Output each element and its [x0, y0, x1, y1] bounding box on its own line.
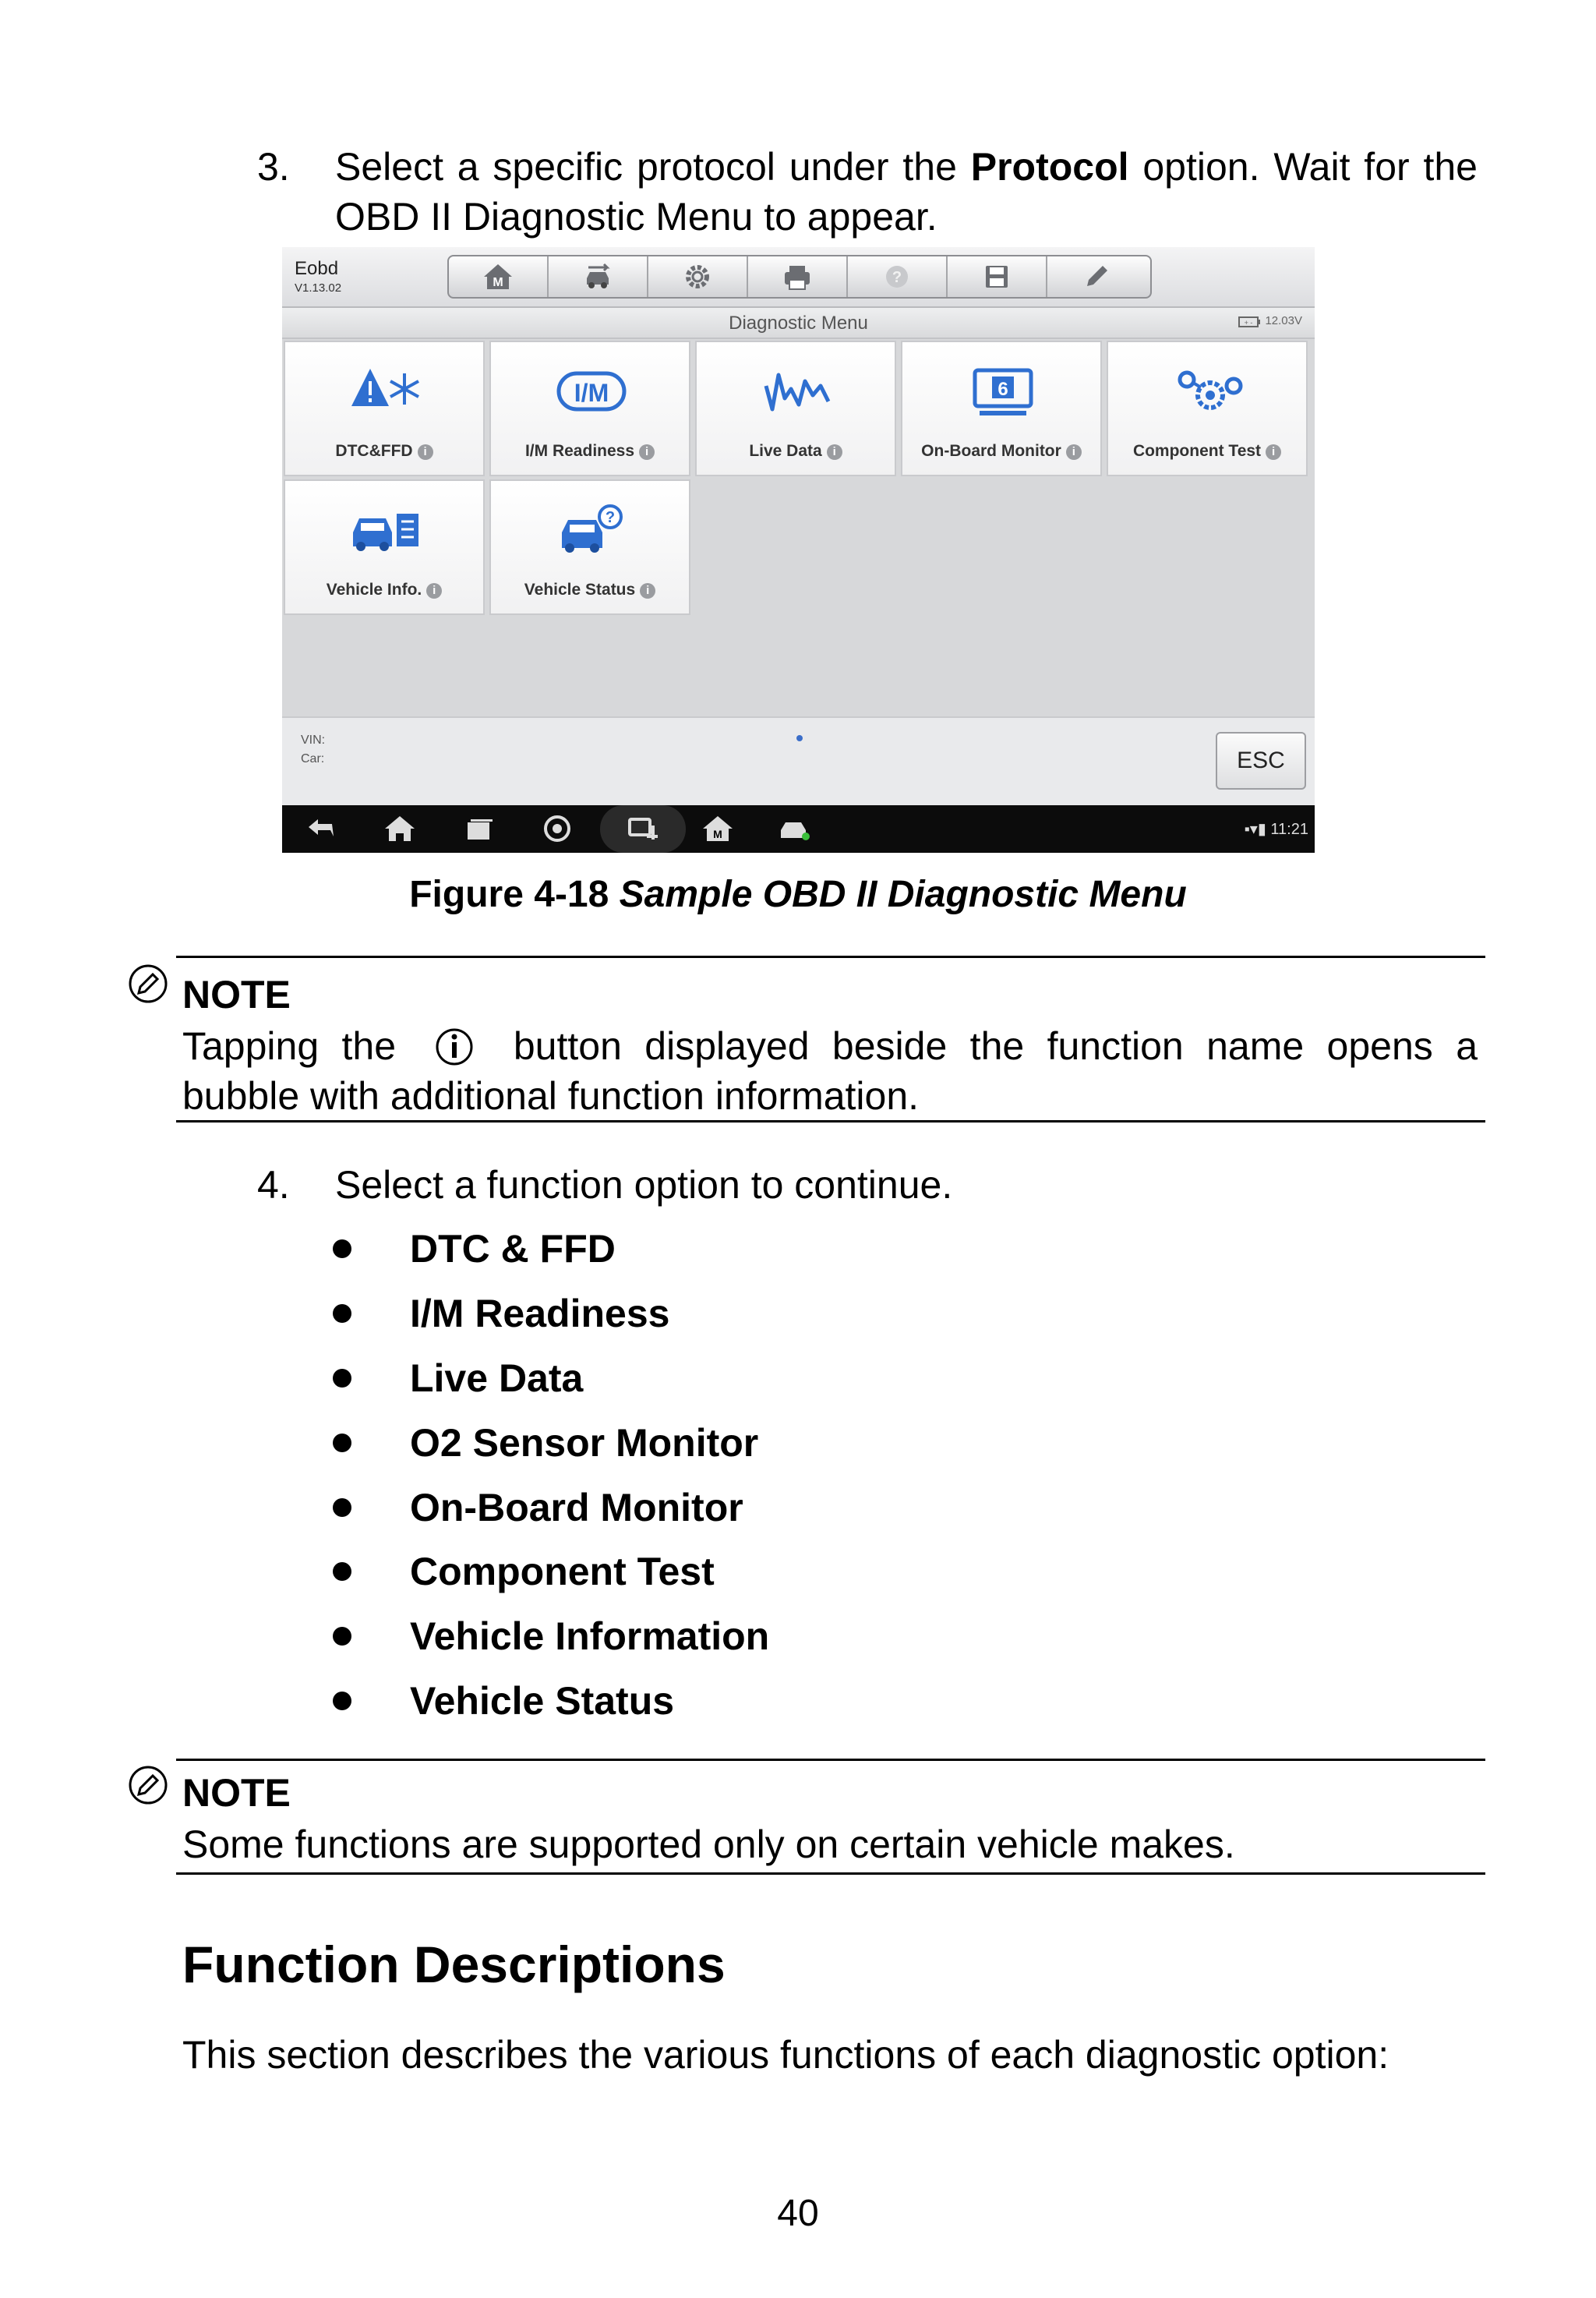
bullet — [333, 1498, 351, 1517]
bullet — [333, 1627, 351, 1646]
status-area — [1245, 819, 1308, 839]
note-bottom-rule — [176, 1872, 1485, 1875]
list-item: O2 Sensor Monitor — [410, 1421, 759, 1465]
note-text: Some functions are supported only on certain vehicle makes. — [182, 1822, 1235, 1866]
edit-pen-icon[interactable] — [1047, 256, 1146, 297]
note-top-rule — [176, 1759, 1485, 1761]
info-icon[interactable]: i — [426, 583, 442, 599]
note-title: NOTE — [182, 1771, 291, 1815]
vehicle-info-icon — [347, 501, 425, 564]
tile-label: DTC&FFD — [335, 442, 413, 460]
monitor-6-icon — [964, 362, 1042, 425]
battery-status — [1238, 314, 1302, 327]
tile-label: Live Data — [749, 442, 822, 460]
app-version: V1.13.02 — [295, 281, 342, 295]
tile-label: Vehicle Info. — [326, 581, 422, 599]
figure-caption: Figure 4-18 Sample OBD II Diagnostic Menu — [409, 874, 1187, 915]
save-icon[interactable] — [948, 256, 1047, 297]
list-item: I/M Readiness — [410, 1292, 670, 1335]
browser-icon[interactable] — [539, 813, 575, 844]
info-icon[interactable]: i — [1066, 444, 1082, 460]
home-icon[interactable] — [382, 813, 418, 844]
help-icon[interactable] — [848, 256, 948, 297]
svg-text:?: ? — [892, 269, 902, 286]
tile-label: Vehicle Status — [524, 581, 636, 599]
tile-vehicle-status[interactable] — [489, 479, 690, 615]
list-item: Vehicle Status — [410, 1679, 675, 1723]
tile-live-data[interactable] — [695, 341, 896, 476]
recent-apps-icon[interactable] — [461, 813, 497, 844]
menu-bar — [282, 308, 1315, 339]
page-number: 40 — [777, 2193, 819, 2234]
bullet — [333, 1369, 351, 1388]
tile-vehicle-info[interactable] — [284, 479, 485, 615]
svg-text:M: M — [493, 276, 503, 289]
list-item: Vehicle Information — [410, 1614, 770, 1658]
svg-text:+ -: + - — [1245, 318, 1253, 327]
tile-label: On-Board Monitor — [921, 442, 1061, 460]
tile-im-readiness[interactable] — [489, 341, 690, 476]
step-text: Select a function option to continue. — [335, 1163, 953, 1207]
svg-text:I/M: I/M — [574, 379, 609, 407]
maxisys-home-icon[interactable] — [700, 813, 736, 844]
info-icon[interactable]: i — [1266, 444, 1281, 460]
app-name: Eobd — [295, 258, 339, 279]
info-icon[interactable]: i — [640, 583, 655, 599]
note-top-rule — [176, 956, 1485, 958]
bullet — [333, 1304, 351, 1323]
printer-icon[interactable] — [748, 256, 848, 297]
signal-icons: ▪▾▮ — [1244, 821, 1266, 838]
step-number: 3. — [257, 145, 290, 189]
component-gear-icon — [1170, 362, 1248, 425]
tile-on-board-monitor[interactable] — [901, 341, 1102, 476]
vehicle-question-icon — [553, 501, 630, 564]
menu-title: Diagnostic Menu — [729, 313, 868, 334]
home-m-icon[interactable] — [449, 256, 549, 297]
tile-label: Component Test — [1132, 442, 1262, 460]
info-icon[interactable]: i — [418, 444, 433, 460]
section-intro: This section describes the various functions of each diagnostic option: — [182, 2033, 1389, 2077]
battery-voltage: 12.03V — [1265, 314, 1302, 327]
page-indicator — [796, 735, 803, 741]
vci-car-icon[interactable] — [776, 813, 812, 844]
list-item: On-Board Monitor — [410, 1486, 743, 1529]
vehicle-info-panel — [282, 716, 1315, 805]
android-nav-bar — [282, 805, 1315, 853]
svg-text:?: ? — [605, 509, 616, 526]
car-label: Car: — [301, 752, 325, 765]
bullet — [333, 1692, 351, 1710]
vin-label: VIN: — [301, 734, 326, 747]
battery-icon — [1238, 315, 1260, 327]
list-item: Live Data — [410, 1356, 584, 1400]
svg-text:6: 6 — [998, 379, 1008, 400]
bullet — [333, 1562, 351, 1581]
app-top-bar — [282, 247, 1315, 308]
pencil-note-icon — [128, 963, 168, 1004]
toolbar — [447, 255, 1152, 299]
back-icon[interactable] — [304, 813, 340, 844]
waveform-icon — [758, 362, 836, 425]
warning-snowflake-icon — [347, 362, 425, 425]
note-text: Tapping the button displayed beside the function name opens a bubble with additional function information. — [182, 1024, 1478, 1118]
diagnostic-menu-screenshot — [282, 247, 1315, 853]
bullet — [333, 1434, 351, 1452]
status-time: 11:21 — [1270, 821, 1308, 838]
tile-label: I/M Readiness — [524, 442, 635, 460]
list-item: Component Test — [410, 1550, 715, 1593]
settings-gear-icon[interactable] — [648, 256, 748, 297]
screen-icon[interactable] — [625, 813, 661, 844]
esc-button[interactable]: ESC — [1216, 732, 1306, 790]
tile-dtc-ffd[interactable] — [284, 341, 485, 476]
step-number: 4. — [257, 1163, 290, 1207]
info-icon[interactable]: i — [639, 444, 655, 460]
bullet — [333, 1239, 351, 1258]
note-bottom-rule — [176, 1120, 1485, 1122]
info-icon[interactable]: i — [827, 444, 842, 460]
note-title: NOTE — [182, 973, 291, 1016]
list-item: DTC & FFD — [410, 1227, 616, 1271]
step-text: Select a specific protocol under the Protocol option. Wait for the OBD II Diagnostic Menu to appear. — [335, 145, 1478, 239]
info-circle-icon — [434, 1027, 475, 1067]
section-heading: Function Descriptions — [182, 1936, 726, 1993]
tile-component-test[interactable] — [1107, 341, 1308, 476]
vehicle-swap-icon[interactable] — [549, 256, 648, 297]
pencil-note-icon — [128, 1765, 168, 1805]
im-badge-icon — [553, 362, 630, 425]
svg-text:M: M — [713, 828, 722, 840]
